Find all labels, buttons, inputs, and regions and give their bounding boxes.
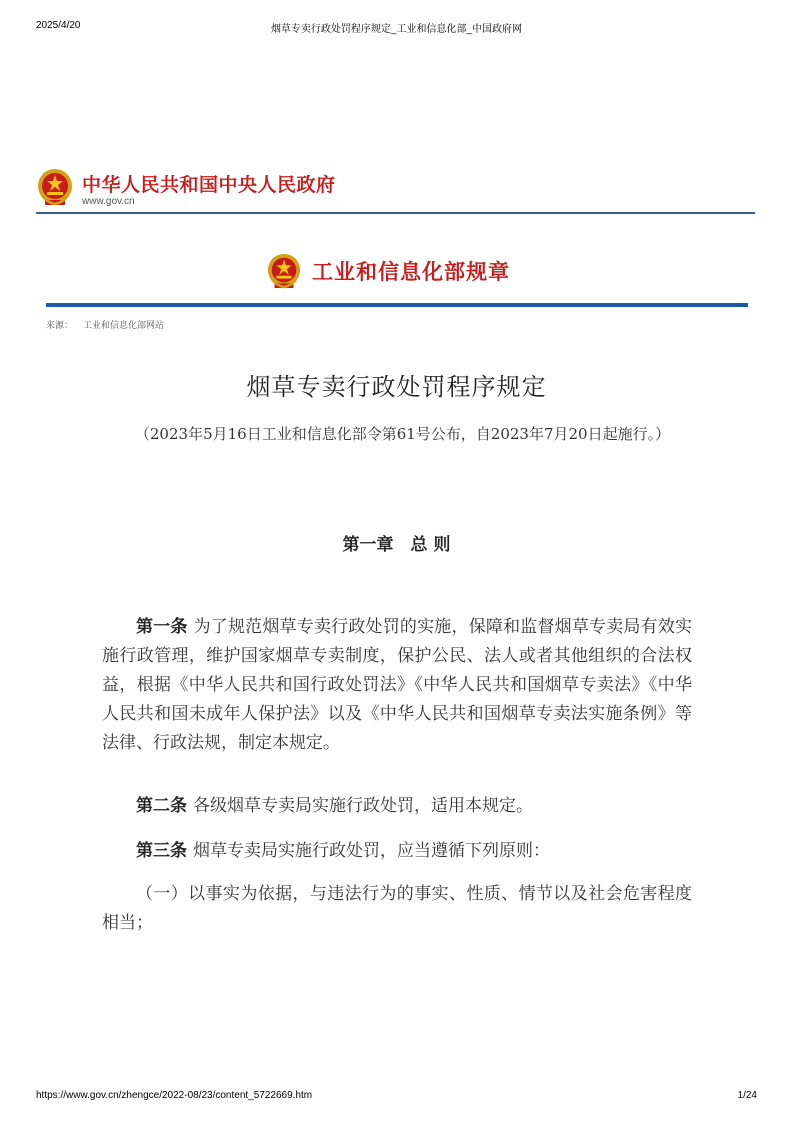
document-subtitle: （2023年5月16日工业和信息化部令第61号公布，自2023年7月20日起施行。） bbox=[134, 425, 671, 443]
article-text: 为了规范烟草专卖行政处罚的实施，保障和监督烟草专卖局有效实施行政管理，维护国家烟草专卖制度，保护公民、法人或者其他组织的合法权益，根据《中华人民共和国行政处罚法》《中华人民共和国烟草专卖法》《中华人民共和国未成年人保护法》以及《中华人民共和国烟草专卖法实施条例》等法律、行政法规，制定本规定。 bbox=[102, 617, 693, 753]
print-url: https://www.gov.cn/zhengce/2022-08/23/content_5722669.htm bbox=[36, 1090, 313, 1101]
article-number: 第三条 bbox=[136, 841, 187, 861]
print-date: 2025/4/20 bbox=[36, 20, 81, 31]
article-item bbox=[102, 880, 692, 938]
source-value[interactable]: 工业和信息化部网站 bbox=[83, 321, 165, 331]
article-text: 各级烟草专卖局实施行政处罚，适用本规定。 bbox=[193, 796, 533, 816]
source-line bbox=[46, 318, 164, 331]
article-number: 第一条 bbox=[136, 617, 188, 637]
chapter-heading: 第一章 总 则 bbox=[342, 535, 451, 555]
gov-site-url[interactable]: www.gov.cn bbox=[82, 196, 135, 207]
source-label: 来源： bbox=[46, 321, 74, 331]
national-emblem-icon bbox=[266, 252, 302, 290]
national-emblem-icon[interactable] bbox=[36, 167, 74, 207]
article-number: 第二条 bbox=[136, 796, 187, 816]
header-divider bbox=[36, 212, 755, 214]
print-page-title: 烟草专卖行政处罚程序规定_工业和信息化部_中国政府网 bbox=[270, 24, 523, 35]
banner-divider bbox=[46, 303, 748, 307]
article-paragraph bbox=[102, 792, 692, 821]
document-title: 烟草专卖行政处罚程序规定 bbox=[246, 373, 547, 401]
gov-site-name[interactable]: 中华人民共和国中央人民政府 bbox=[82, 174, 336, 196]
article-paragraph bbox=[102, 613, 692, 758]
ministry-regulation-banner: 工业和信息化部规章 bbox=[312, 259, 510, 284]
print-page-number: 1/24 bbox=[737, 1090, 757, 1101]
article-text: 烟草专卖局实施行政处罚，应当遵循下列原则： bbox=[193, 841, 550, 861]
article-paragraph bbox=[102, 837, 692, 866]
article-item-text: （一）以事实为依据，与违法行为的事实、性质、情节以及社会危害程度相当； bbox=[102, 884, 692, 933]
